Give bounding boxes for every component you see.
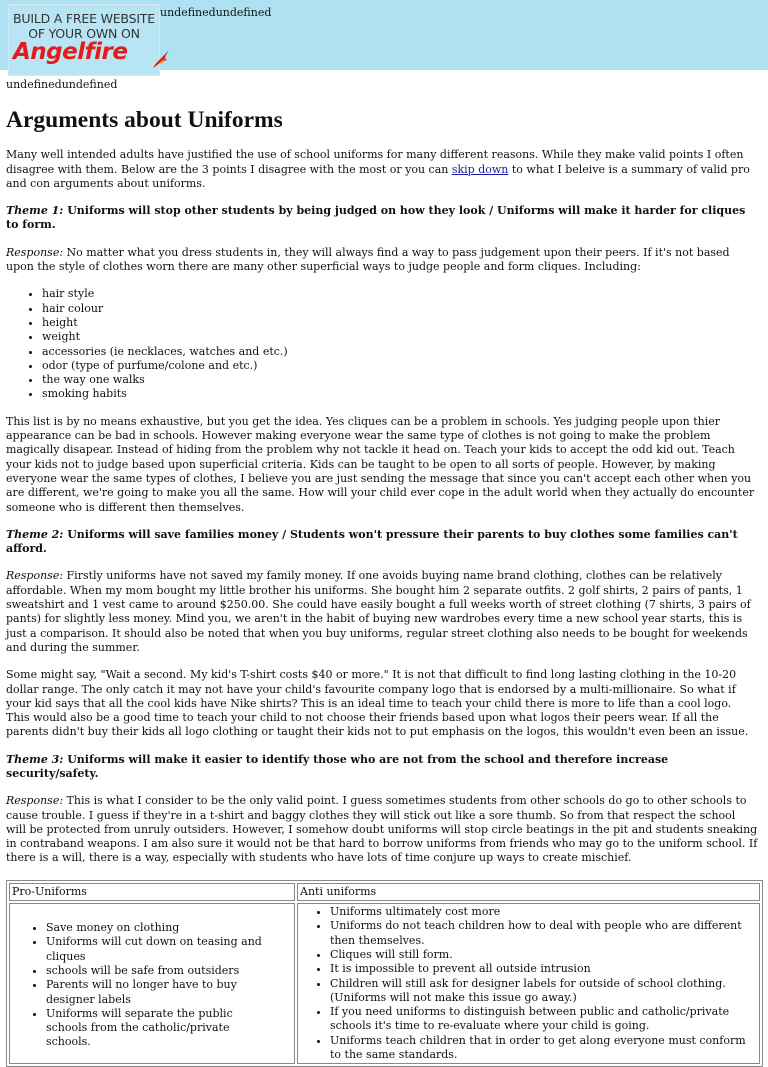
- anti-uniforms-header: Anti uniforms: [297, 883, 760, 901]
- angelfire-ad[interactable]: [8, 4, 160, 76]
- list-item: • height: [42, 316, 768, 330]
- list-item: • accessories (ie necklaces, watches and etc.): [42, 345, 768, 359]
- theme-1-label: Theme 1:: [6, 204, 64, 218]
- skip-down-link[interactable]: skip down: [451, 162, 509, 176]
- intro-text-before: Many well intended adults have justified the use of school uniforms for many different reasons. While they make valid points I often disagree with them. Below are the 3 points I disagree with the most or you can: [6, 148, 744, 176]
- list-item: • Uniforms will separate the public schools from the catholic/private schools.: [46, 1007, 262, 1050]
- intro-paragraph: [6, 148, 758, 191]
- theme-2-label: Theme 2:: [6, 527, 64, 541]
- pro-uniforms-header: Pro-Uniforms: [9, 883, 295, 901]
- list-item: • Uniforms will cut down on teasing and cliques: [46, 935, 262, 964]
- intro-text-after: to what I beleive is a summary of valid pro and con arguments about uniforms.: [6, 162, 750, 190]
- response-1-text: No matter what you dress students in, they will always find a way to pass judgement upon their peers. If it's not based upon the style of clothes worn there are many other superficial ways to judge people and form cliques. Including:: [6, 245, 730, 274]
- tshirt-paragraph: Some might say, "Wait a second. My kid's T-shirt costs $40 or more." It is not that difficult to find long lasting clothing in the 10-20 dollar range. The only catch it may not have your child's favourite company logo that is endorsed by a multi-millionaire. So what if your kid says that all the cool kids have Nike shirts? This is an ideal time to teach your child there is more to life than a cool logo. This would also be a good time to teach your child to not choose their friends based upon what logos their peers wear. If all the parents didn't buy their kids all logo clothing or taught their kids not to put emphasis on the logos, this wouldn't even been an issue.: [6, 668, 749, 739]
- pro-uniforms-cell: [9, 903, 295, 1064]
- list-item: • smoking habits: [42, 387, 768, 401]
- banner-undefined-text: undefinedundefined: [160, 6, 272, 19]
- response-1-paragraph: [6, 246, 758, 275]
- theme-3-text: Uniforms will make it easier to identify those who are not from the school and therefore increase security/safety.: [6, 752, 669, 780]
- list-item: • odor (type of purfume/colone and etc.): [42, 359, 768, 373]
- angelfire-logo-text: Angelfire: [13, 39, 128, 65]
- pro-anti-summary-table: [6, 880, 763, 1067]
- list-discussion-paragraph: This list is by no means exhaustive, but you get the idea. Yes cliques can be a problem in schools. Yes judging people upon thier appearance can be bad in schools. However making everyone wear the same type of clothes is not going to make the problem magically disapear. Instead of hiding from the problem why not tackle it head on. Teach your kids to accept the odd kid out. Teach your kids not to judge based upon superficial criteria. Kids can be taught to be open to all sorts of people. However, by making everyone wear the same types of clothes, I believe you are just sending the message that since you can't accept each other when you are different, we're going to make you all the same. How will your child ever cope in the adult world when they actually do encounter someone who is different then themselves.: [6, 414, 755, 514]
- response-1-label: Response:: [6, 245, 64, 259]
- theme-3-heading: [6, 753, 758, 782]
- theme-1-heading: [6, 204, 758, 233]
- theme-2-heading: [6, 528, 758, 557]
- list-item: • the way one walks: [42, 373, 768, 387]
- page-title: Arguments about Uniforms: [6, 107, 283, 134]
- response-3-label: Response:: [6, 794, 64, 808]
- angelfire-logo: [13, 39, 173, 75]
- list-item: • Uniforms teach children that in order to get along everyone must conform to the same standards.: [330, 1034, 757, 1063]
- response-3-paragraph: [6, 794, 758, 865]
- list-item: • Uniforms ultimately cost more: [330, 905, 757, 919]
- list-item: • If you need uniforms to distinguish between public and catholic/private schools it's time to re-evaluate where your child is going.: [330, 1005, 757, 1034]
- anti-uniforms-cell: [297, 903, 760, 1064]
- anti-uniforms-list: [300, 905, 757, 1062]
- list-item: • It is impossible to prevent all outside intrusion: [330, 962, 757, 976]
- response-2-text: Firstly uniforms have not saved my family money. If one avoids buying name brand clothing, clothes can be relatively affordable. When my mom bought my little brother his uniforms. She bought him 2 separate outfits. 2 golf shirts, 2 pairs of pants, 1 sweatshirt and 1 vest came to around $250.00. She could have easily bought a full weeks worth of street clothing (7 shirts, 3 pairs of pants) for slightly less money. Mind you, we aren't in the habit of buying new wardrobes every time a new school year starts, this is just a comparison. It should also be noted that when you buy uniforms, regular street clothing also needs to be bought for weekends and during the summer.: [6, 569, 751, 654]
- undefined-text-line: undefinedundefined: [6, 78, 118, 91]
- list-item: • hair style: [42, 287, 768, 301]
- flame-icon: [150, 48, 170, 70]
- table-header-row: [9, 883, 760, 901]
- superficial-traits-list: [0, 287, 768, 401]
- list-item: • Cliques will still form.: [330, 948, 757, 962]
- theme-1-text: Uniforms will stop other students by being judged on how they look / Uniforms will make it harder for cliques to form.: [6, 204, 746, 232]
- list-item: • Children will still ask for designer labels for outside of school clothing. (Uniforms will not make this issue go away.): [330, 977, 757, 1006]
- ad-text-line-1: BUILD A FREE WEBSITE: [13, 11, 155, 26]
- list-item: • weight: [42, 330, 768, 344]
- ad-banner: [0, 0, 768, 70]
- list-item: • hair colour: [42, 302, 768, 316]
- list-item: • Parents will no longer have to buy designer labels: [46, 978, 262, 1007]
- theme-3-label: Theme 3:: [6, 752, 64, 766]
- list-item: • schools will be safe from outsiders: [46, 964, 262, 978]
- table-row: [9, 903, 760, 1064]
- ad-text-line-2: OF YOUR OWN ON: [28, 26, 140, 41]
- response-3-text: This is what I consider to be the only valid point. I guess sometimes students from other schools do go to other schools to cause trouble. I guess if they're in a t-shirt and baggy clothes they will stick out like a sore thumb. So from that respect the school will be protected from unruly outsiders. However, I somehow doubt uniforms will stop circle beatings in the pit and students sneaking in contraband weapons. I am also sure it would not be that hard to borrow uniforms from friends who may go to the uniform school. If there is a will, there is a way, especially with students who have lots of time conjure up ways to create mischief.: [6, 794, 758, 865]
- response-2-label: Response:: [6, 569, 64, 583]
- list-item: • Save money on clothing: [46, 921, 262, 935]
- response-2-paragraph: [6, 569, 758, 655]
- pro-uniforms-list: [12, 921, 292, 1050]
- list-item: • Uniforms do not teach children how to deal with people who are different then themselves.: [330, 919, 757, 948]
- theme-2-text: Uniforms will save families money / Students won't pressure their parents to buy clothes some families can't afford.: [6, 527, 738, 556]
